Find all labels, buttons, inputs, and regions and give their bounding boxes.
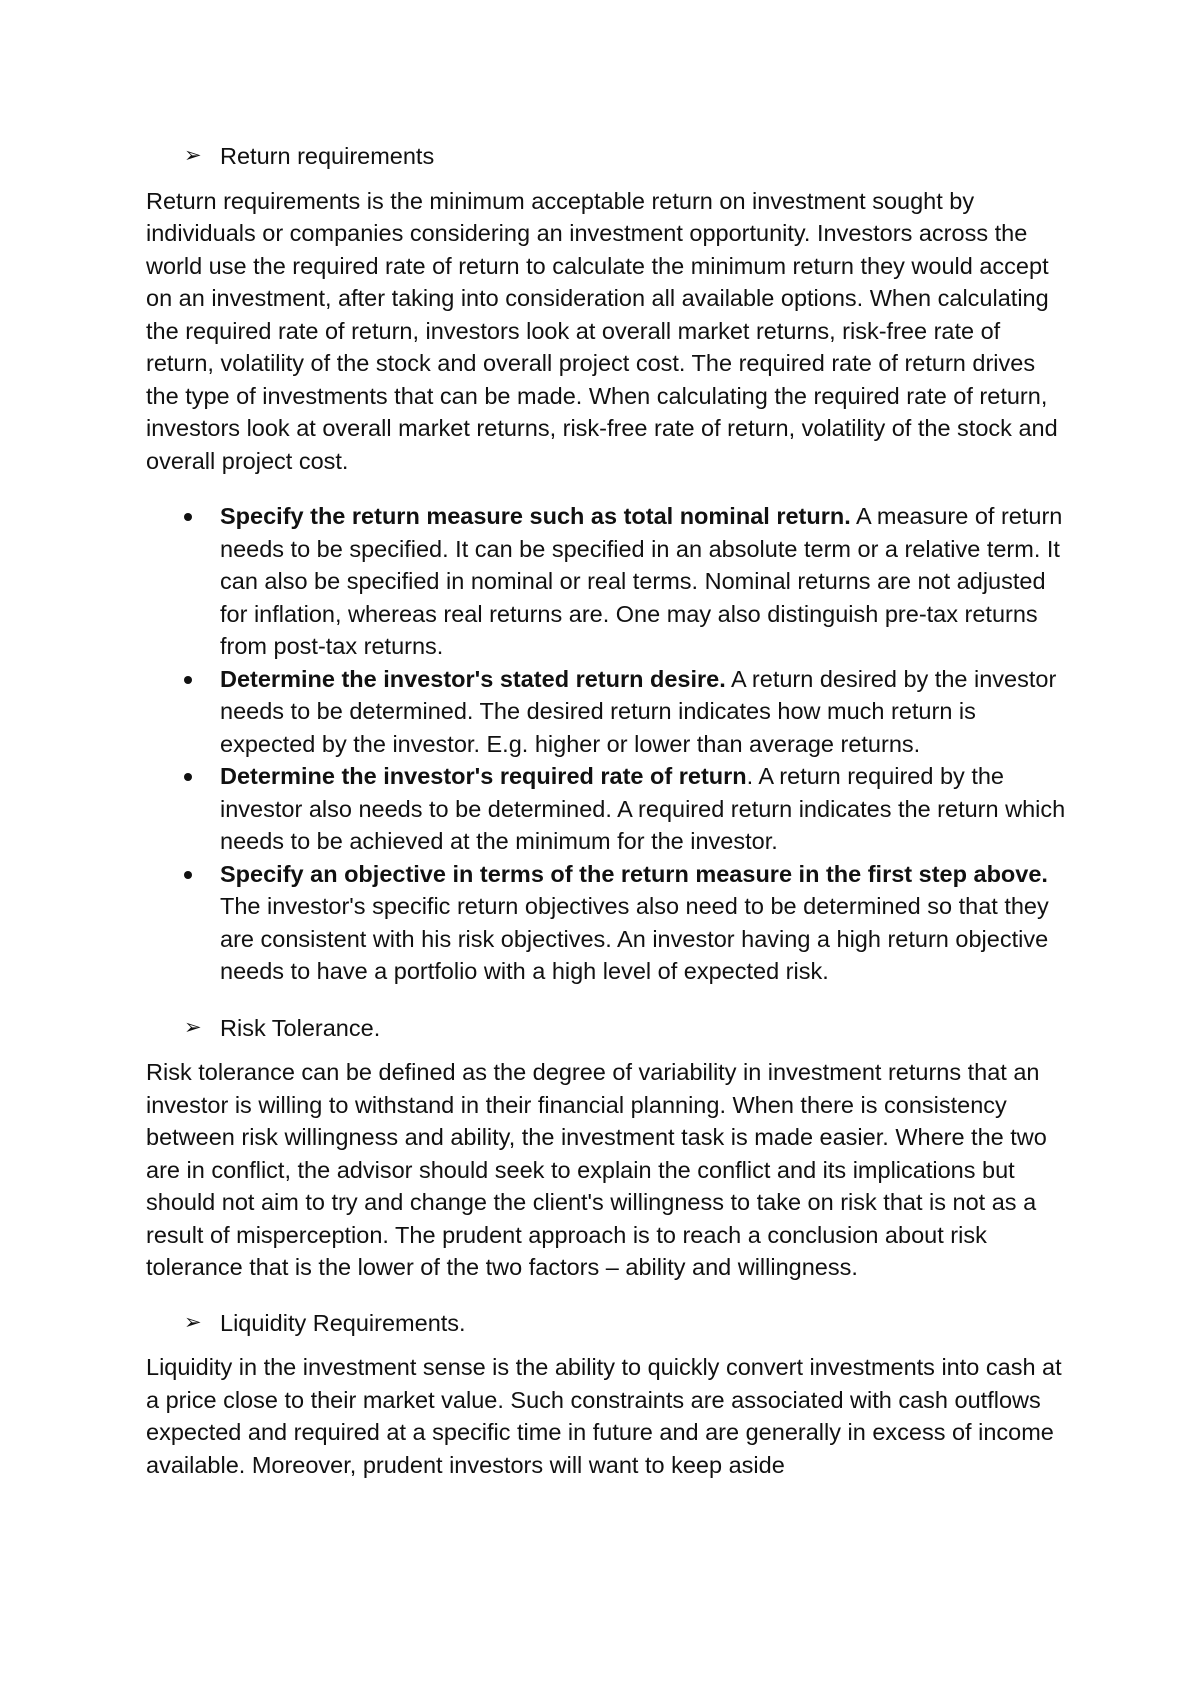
round-bullet-icon: [184, 676, 192, 684]
heading-text: Liquidity Requirements.: [220, 1309, 466, 1336]
arrowhead-bullet-icon: ➢: [184, 144, 202, 167]
list-item-bold-lead: Specify the return measure such as total nominal return.: [220, 503, 851, 529]
round-bullet-icon: [184, 513, 192, 521]
return-requirements-paragraph: Return requirements is the minimum acceptable return on investment sought by individuals or companies considering an investment opportunity. Investors across the world use the required rate of return to calculate the minimum return they would accept on an investment, after taking into consideration all available options. When calculating the required rate of return, investors look at overall market returns, risk-free rate of return, volatility of the stock and overall project cost. The required rate of return drives the type of investments that can be made. When calculating the required rate of return, investors look at overall market returns, risk-free rate of return, volatility of the stock and overall project cost.: [146, 187, 1058, 474]
risk-tolerance-paragraph: Risk tolerance can be defined as the degree of variability in investment returns that an investor is willing to withstand in their financial planning. When there is consistency between risk willingness and ability, the investment task is made easier. Where the two are in conflict, the advisor should seek to explain the conflict and its implications but should not aim to try and change the client's willingness to take on risk that is not as a result of misperception. The prudent approach is to reach a conclusion about risk tolerance that is the lower of the two factors – ability and willingness.: [146, 1059, 1047, 1280]
list-item-text: The investor's specific return objectives also need to be determined so that they are consistent with his risk objectives. An investor having a high return objective needs to have a portfolio with a high level of expected risk.: [220, 893, 1049, 984]
heading-text: Return requirements: [220, 143, 435, 169]
arrowhead-bullet-icon: ➢: [184, 1310, 202, 1334]
list-item-text: . A return required by the investor also needs to be determined. A required return indicates the return which needs to be achieved at the minimum for the investor.: [220, 763, 1066, 854]
list-item: [146, 663, 1066, 761]
section-heading-return-requirements: [146, 140, 1066, 173]
heading-text: Risk Tolerance.: [220, 1014, 381, 1041]
round-bullet-icon: [184, 871, 192, 879]
list-item: [146, 760, 1066, 858]
section-heading-liquidity-requirements: [146, 1307, 1066, 1340]
list-item: [146, 858, 1066, 988]
section-heading-risk-tolerance: [146, 1012, 1066, 1045]
list-item-bold-lead: Specify an objective in terms of the return measure in the first step above.: [220, 860, 1048, 887]
list-item-bold-lead: Determine the investor's required rate of return: [220, 763, 747, 789]
round-bullet-icon: [184, 773, 192, 781]
list-item-text: A return desired by the investor needs to be determined. The desired return indicates how much return is expected by the investor. E.g. higher or lower than average returns.: [220, 665, 1057, 757]
list-item-bold-lead: Determine the investor's stated return desire.: [220, 665, 726, 692]
arrowhead-bullet-icon: ➢: [184, 1015, 202, 1039]
return-requirements-list: [146, 500, 1066, 988]
list-item: [146, 500, 1066, 663]
liquidity-requirements-paragraph: Liquidity in the investment sense is the ability to quickly convert investments into cash at a price close to their market value. Such constraints are associated with cash outflows expected and required at a specific time in future and are generally in excess of income available. Moreover, prudent investors will want to keep aside: [146, 1354, 1062, 1478]
list-item-text: A measure of return needs to be specified. It can be specified in an absolute term or a relative term. It can also be specified in nominal or real terms. Nominal returns are not adjusted for inflation, whereas real returns are. One may also distinguish pre-tax returns from post-tax returns.: [220, 503, 1063, 659]
document-body: [146, 140, 1066, 1504]
